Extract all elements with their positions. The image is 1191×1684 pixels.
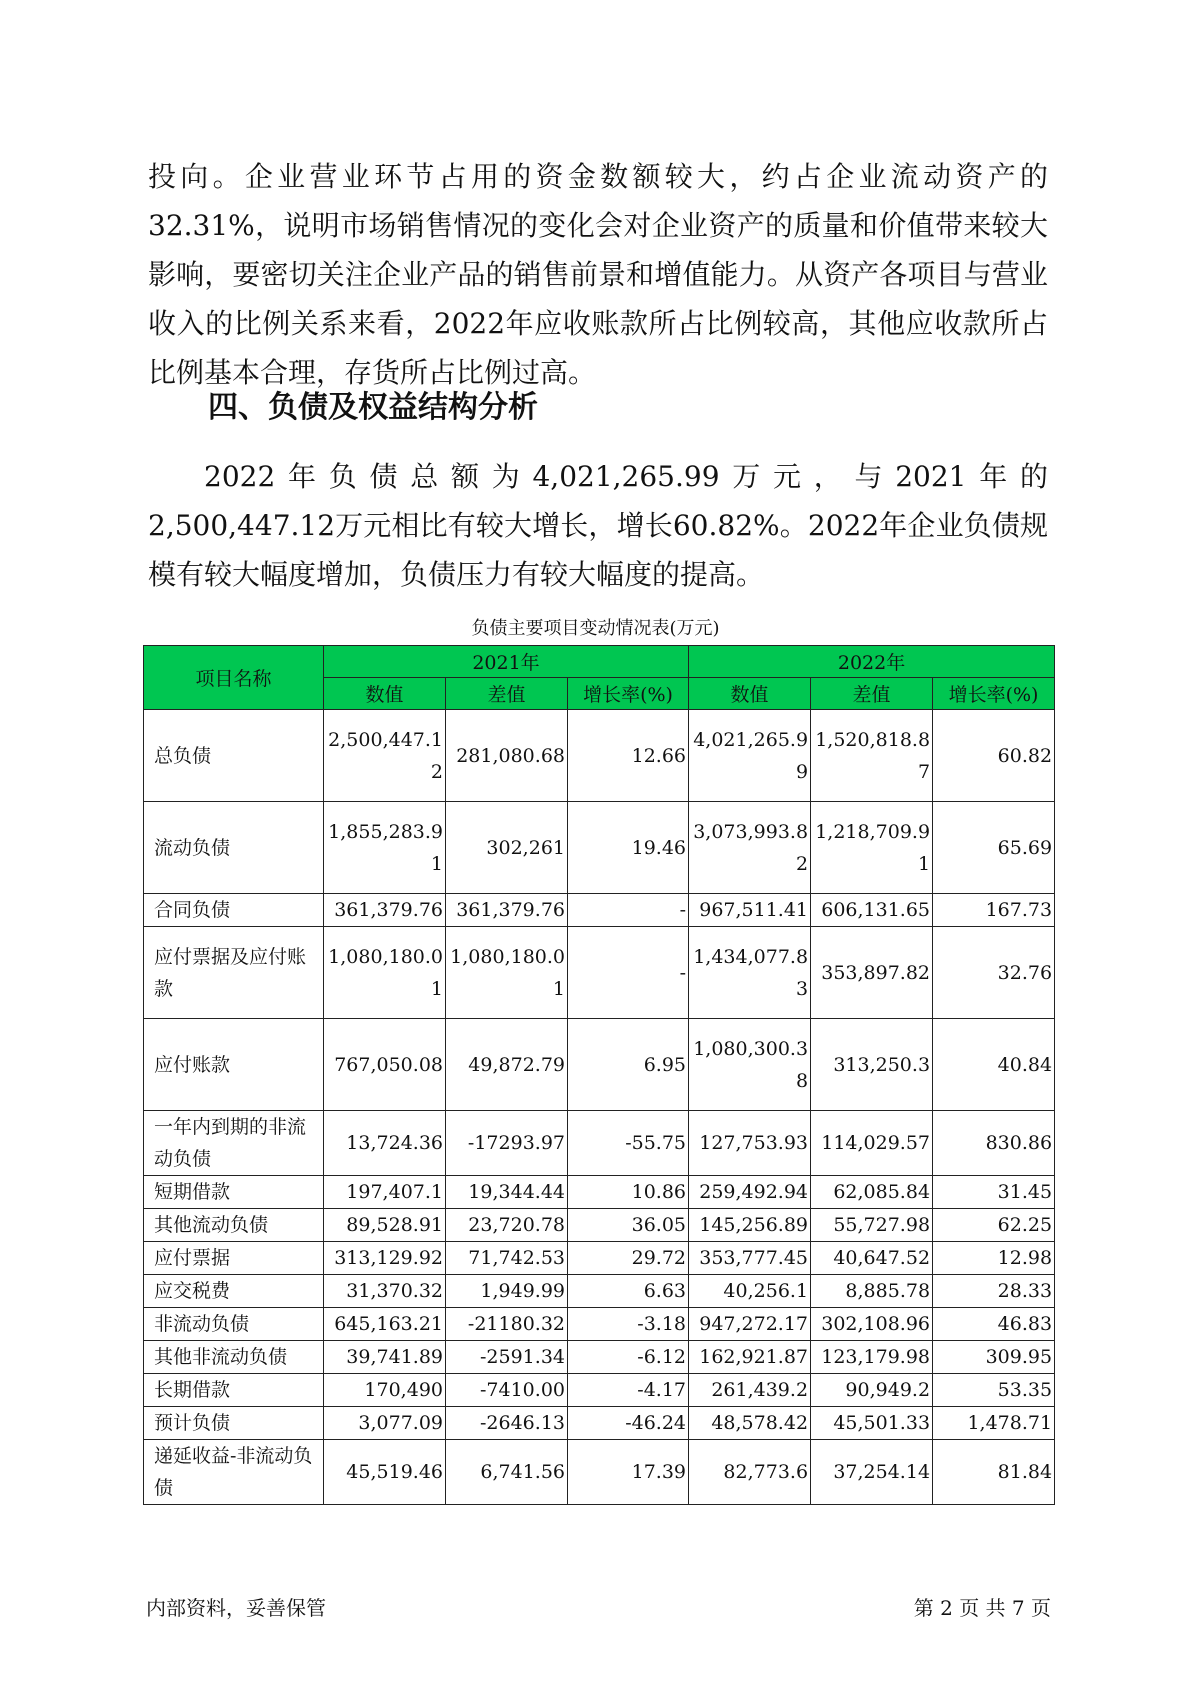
rate-2021-cell: 6.95 — [568, 1019, 689, 1111]
table-row — [144, 894, 1055, 927]
rate-2021-cell: 19.46 — [568, 802, 689, 894]
rate-2021-cell: 29.72 — [568, 1242, 689, 1275]
value-2022-cell: 967,511.41 — [689, 894, 811, 927]
value-2022-cell: 127,753.93 — [689, 1111, 811, 1176]
rate-2022-cell: 830.86 — [933, 1111, 1055, 1176]
diff-2022-cell: 62,085.84 — [811, 1176, 933, 1209]
rate-2021-cell: 10.86 — [568, 1176, 689, 1209]
rate-2021-cell: -46.24 — [568, 1407, 689, 1440]
footer-confidential-note: 内部资料，妥善保管 — [146, 1596, 326, 1620]
diff-2021-cell: 49,872.79 — [446, 1019, 568, 1111]
rate-2022-cell: 40.84 — [933, 1019, 1055, 1111]
footer-page-number: 第 2 页 共 7 页 — [913, 1596, 1051, 1620]
value-2022-cell: 1,080,300.38 — [689, 1019, 811, 1111]
rate-2022-cell: 28.33 — [933, 1275, 1055, 1308]
rate-2021-cell: 12.66 — [568, 710, 689, 802]
value-2022-cell: 1,434,077.83 — [689, 927, 811, 1019]
diff-2022-cell: 8,885.78 — [811, 1275, 933, 1308]
value-2022-cell: 4,021,265.99 — [689, 710, 811, 802]
intro-paragraph: 投向。企业营业环节占用的资金数额较大，约占企业流动资产的32.31%，说明市场销售情况的变化会对企业资产的质量和价值带来较大影响，要密切关注企业产品的销售前景和增值能力。从资产各项目与营业收入的比例关系来看，2022年应收账款所占比例较高，其他应收款所占比例基本合理，存货所占比例过高。 — [148, 160, 1048, 389]
header-rate-2022: 增长率(%) — [933, 678, 1055, 710]
table-row — [144, 1242, 1055, 1275]
row-name-cell: 长期借款 — [144, 1374, 324, 1407]
rate-2022-cell: 31.45 — [933, 1176, 1055, 1209]
diff-2021-cell: -17293.97 — [446, 1111, 568, 1176]
diff-2022-cell: 90,949.2 — [811, 1374, 933, 1407]
rate-2021-cell: -4.17 — [568, 1374, 689, 1407]
value-2022-cell: 261,439.2 — [689, 1374, 811, 1407]
header-item-name: 项目名称 — [144, 646, 324, 710]
diff-2022-cell: 353,897.82 — [811, 927, 933, 1019]
rate-2022-cell: 65.69 — [933, 802, 1055, 894]
row-name-cell: 应付账款 — [144, 1019, 324, 1111]
diff-2022-cell: 123,179.98 — [811, 1341, 933, 1374]
table-row — [144, 1111, 1055, 1176]
value-2021-cell: 39,741.89 — [324, 1341, 446, 1374]
value-2022-cell: 162,921.87 — [689, 1341, 811, 1374]
row-name-cell: 一年内到期的非流动负债 — [144, 1111, 324, 1176]
value-2021-cell: 2,500,447.12 — [324, 710, 446, 802]
value-2022-cell: 145,256.89 — [689, 1209, 811, 1242]
header-year-2021: 2021年 — [324, 646, 689, 678]
value-2022-cell: 3,073,993.82 — [689, 802, 811, 894]
table-row — [144, 1374, 1055, 1407]
rate-2021-cell: - — [568, 927, 689, 1019]
value-2021-cell: 31,370.32 — [324, 1275, 446, 1308]
diff-2021-cell: -21180.32 — [446, 1308, 568, 1341]
table-row — [144, 1407, 1055, 1440]
value-2022-cell: 259,492.94 — [689, 1176, 811, 1209]
diff-2021-cell: -7410.00 — [446, 1374, 568, 1407]
table-row — [144, 1308, 1055, 1341]
diff-2022-cell: 1,218,709.91 — [811, 802, 933, 894]
table-row — [144, 927, 1055, 1019]
header-diff-2021: 差值 — [446, 678, 568, 710]
header-rate-2021: 增长率(%) — [568, 678, 689, 710]
table-row — [144, 802, 1055, 894]
section-heading: 四、负债及权益结构分析 — [208, 390, 538, 425]
rate-2022-cell: 309.95 — [933, 1341, 1055, 1374]
liability-table — [143, 645, 1055, 1505]
row-name-cell: 应付票据及应付账款 — [144, 927, 324, 1019]
rate-2022-cell: 167.73 — [933, 894, 1055, 927]
diff-2021-cell: -2646.13 — [446, 1407, 568, 1440]
diff-2022-cell: 45,501.33 — [811, 1407, 933, 1440]
rate-2022-cell: 62.25 — [933, 1209, 1055, 1242]
diff-2021-cell: -2591.34 — [446, 1341, 568, 1374]
header-year-2022: 2022年 — [689, 646, 1055, 678]
row-name-cell: 应付票据 — [144, 1242, 324, 1275]
row-name-cell: 合同负债 — [144, 894, 324, 927]
header-diff-2022: 差值 — [811, 678, 933, 710]
table-header-row — [144, 646, 1055, 678]
rate-2022-cell: 53.35 — [933, 1374, 1055, 1407]
diff-2021-cell: 281,080.68 — [446, 710, 568, 802]
value-2022-cell: 353,777.45 — [689, 1242, 811, 1275]
value-2021-cell: 1,855,283.91 — [324, 802, 446, 894]
rate-2021-cell: 6.63 — [568, 1275, 689, 1308]
diff-2021-cell: 6,741.56 — [446, 1440, 568, 1505]
rate-2022-cell: 60.82 — [933, 710, 1055, 802]
rate-2022-cell: 32.76 — [933, 927, 1055, 1019]
table-caption: 负债主要项目变动情况表(万元) — [471, 618, 720, 639]
table-row — [144, 1019, 1055, 1111]
diff-2021-cell: 23,720.78 — [446, 1209, 568, 1242]
rate-2021-cell: - — [568, 894, 689, 927]
header-value-2021: 数值 — [324, 678, 446, 710]
header-value-2022: 数值 — [689, 678, 811, 710]
value-2021-cell: 197,407.1 — [324, 1176, 446, 1209]
value-2021-cell: 361,379.76 — [324, 894, 446, 927]
value-2021-cell: 45,519.46 — [324, 1440, 446, 1505]
table-row — [144, 1209, 1055, 1242]
row-name-cell: 总负债 — [144, 710, 324, 802]
value-2021-cell: 645,163.21 — [324, 1308, 446, 1341]
value-2022-cell: 48,578.42 — [689, 1407, 811, 1440]
diff-2022-cell: 114,029.57 — [811, 1111, 933, 1176]
value-2021-cell: 1,080,180.01 — [324, 927, 446, 1019]
rate-2021-cell: 17.39 — [568, 1440, 689, 1505]
table-body — [144, 710, 1055, 1505]
diff-2021-cell: 1,080,180.01 — [446, 927, 568, 1019]
rate-2021-cell: 36.05 — [568, 1209, 689, 1242]
diff-2021-cell: 19,344.44 — [446, 1176, 568, 1209]
diff-2022-cell: 1,520,818.87 — [811, 710, 933, 802]
rate-2022-cell: 12.98 — [933, 1242, 1055, 1275]
diff-2022-cell: 313,250.3 — [811, 1019, 933, 1111]
rate-2021-cell: -3.18 — [568, 1308, 689, 1341]
table-row — [144, 1176, 1055, 1209]
row-name-cell: 预计负债 — [144, 1407, 324, 1440]
diff-2021-cell: 1,949.99 — [446, 1275, 568, 1308]
table-row — [144, 1341, 1055, 1374]
diff-2021-cell: 71,742.53 — [446, 1242, 568, 1275]
diff-2022-cell: 606,131.65 — [811, 894, 933, 927]
value-2022-cell: 947,272.17 — [689, 1308, 811, 1341]
table-row — [144, 710, 1055, 802]
value-2021-cell: 89,528.91 — [324, 1209, 446, 1242]
liability-paragraph: 2022年负债总额为4,021,265.99万元，与2021年的2,500,447.12万元相比有较大增长，增长60.82%。2022年企业负债规模有较大幅度增加，负债压力有较大幅度的提高。 — [148, 460, 1048, 591]
value-2022-cell: 40,256.1 — [689, 1275, 811, 1308]
value-2021-cell: 13,724.36 — [324, 1111, 446, 1176]
row-name-cell: 非流动负债 — [144, 1308, 324, 1341]
value-2022-cell: 82,773.6 — [689, 1440, 811, 1505]
diff-2021-cell: 361,379.76 — [446, 894, 568, 927]
diff-2022-cell: 302,108.96 — [811, 1308, 933, 1341]
table-row — [144, 1275, 1055, 1308]
row-name-cell: 应交税费 — [144, 1275, 324, 1308]
diff-2021-cell: 302,261 — [446, 802, 568, 894]
diff-2022-cell: 40,647.52 — [811, 1242, 933, 1275]
rate-2021-cell: -55.75 — [568, 1111, 689, 1176]
row-name-cell: 短期借款 — [144, 1176, 324, 1209]
table-row — [144, 1440, 1055, 1505]
value-2021-cell: 313,129.92 — [324, 1242, 446, 1275]
row-name-cell: 流动负债 — [144, 802, 324, 894]
value-2021-cell: 767,050.08 — [324, 1019, 446, 1111]
value-2021-cell: 170,490 — [324, 1374, 446, 1407]
rate-2022-cell: 46.83 — [933, 1308, 1055, 1341]
rate-2022-cell: 81.84 — [933, 1440, 1055, 1505]
row-name-cell: 递延收益-非流动负债 — [144, 1440, 324, 1505]
rate-2022-cell: 1,478.71 — [933, 1407, 1055, 1440]
rate-2021-cell: -6.12 — [568, 1341, 689, 1374]
row-name-cell: 其他非流动负债 — [144, 1341, 324, 1374]
diff-2022-cell: 55,727.98 — [811, 1209, 933, 1242]
value-2021-cell: 3,077.09 — [324, 1407, 446, 1440]
diff-2022-cell: 37,254.14 — [811, 1440, 933, 1505]
row-name-cell: 其他流动负债 — [144, 1209, 324, 1242]
